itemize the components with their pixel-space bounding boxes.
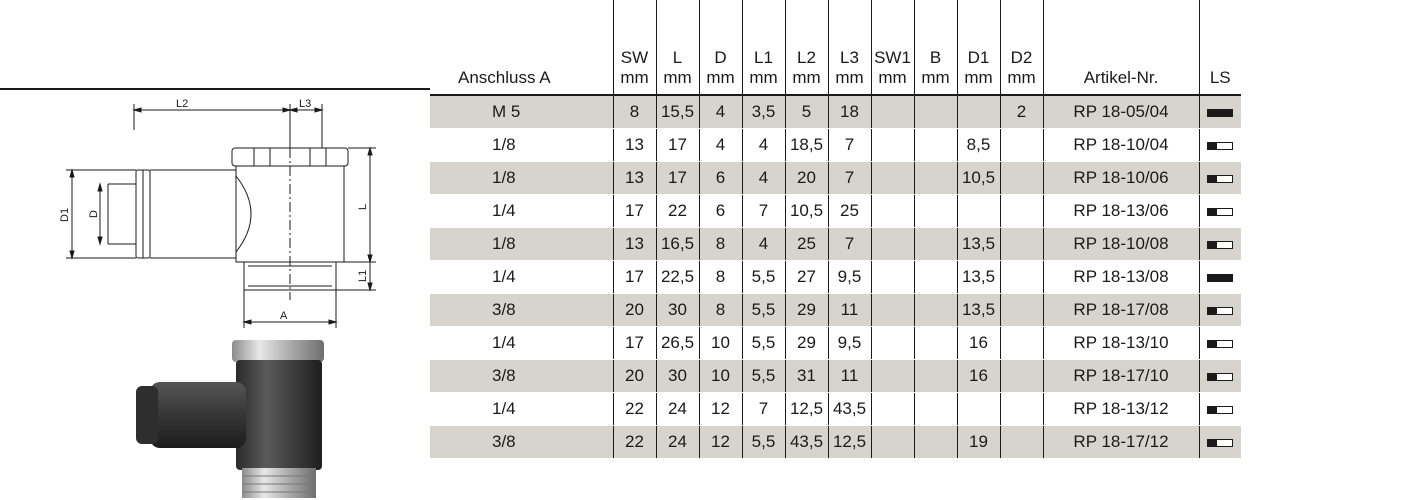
table-row (430, 426, 1241, 459)
table-cell: 7 (828, 162, 871, 195)
table-cell: 1/4 (430, 393, 613, 426)
table-cell: 13 (613, 129, 656, 162)
table-cell (914, 129, 957, 162)
stock-full-icon (1207, 109, 1233, 117)
table-cell (1000, 360, 1043, 393)
table-cell: 43,5 (828, 393, 871, 426)
table-cell: 16,5 (656, 228, 699, 261)
col-header: SW mm (613, 0, 656, 95)
table-cell (1000, 129, 1043, 162)
table-cell (871, 393, 914, 426)
table-cell: 18,5 (785, 129, 828, 162)
stock-partial-icon (1207, 340, 1233, 348)
table-cell: 20 (613, 294, 656, 327)
table-cell (1000, 294, 1043, 327)
table-cell: 20 (785, 162, 828, 195)
table-cell (871, 95, 914, 129)
table-cell (914, 393, 957, 426)
table-cell: 9,5 (828, 261, 871, 294)
table-cell: 16 (957, 327, 1000, 360)
table-cell: 5 (785, 95, 828, 129)
table-cell: 3/8 (430, 294, 613, 327)
table-cell: 29 (785, 294, 828, 327)
table-cell: 3/8 (430, 426, 613, 459)
table-body (430, 95, 1241, 459)
table-cell: 29 (785, 327, 828, 360)
table-cell: 11 (828, 294, 871, 327)
dim-label-a: A (280, 310, 288, 322)
table-cell: 17 (613, 195, 656, 228)
stock-partial-icon (1207, 406, 1233, 414)
table-cell: 26,5 (656, 327, 699, 360)
table-cell: 5,5 (742, 360, 785, 393)
table-cell: 4 (699, 95, 742, 129)
table-cell (871, 294, 914, 327)
table-cell: 30 (656, 360, 699, 393)
table-cell (914, 261, 957, 294)
table-cell: 11 (828, 360, 871, 393)
table-cell (914, 228, 957, 261)
table-cell: 8 (699, 228, 742, 261)
table-cell: 5,5 (742, 327, 785, 360)
table-cell: 15,5 (656, 95, 699, 129)
col-header: Anschluss A (430, 0, 613, 95)
dim-label-l3: L3 (299, 98, 312, 110)
table-cell: 5,5 (742, 294, 785, 327)
spec-table (430, 0, 1241, 459)
col-header: L3 mm (828, 0, 871, 95)
col-header: Artikel-Nr. (1043, 0, 1199, 95)
table-cell: RP 18-13/12 (1043, 393, 1199, 426)
table-cell: 8 (699, 261, 742, 294)
table-cell: 8,5 (957, 129, 1000, 162)
table-cell: 5,5 (742, 426, 785, 459)
table-cell (871, 162, 914, 195)
table-cell: 8 (699, 294, 742, 327)
table-cell: 2 (1000, 95, 1043, 129)
table-cell: 13,5 (957, 228, 1000, 261)
table-cell (871, 129, 914, 162)
ls-cell (1199, 360, 1241, 393)
table-cell: 24 (656, 393, 699, 426)
table-cell: 9,5 (828, 327, 871, 360)
table-cell: RP 18-13/06 (1043, 195, 1199, 228)
table-cell: 22 (613, 393, 656, 426)
table-cell: 12,5 (785, 393, 828, 426)
dim-label-l2: L2 (176, 98, 189, 110)
table-cell: 1/8 (430, 162, 613, 195)
table-cell: 1/4 (430, 327, 613, 360)
table-cell: 13 (613, 228, 656, 261)
table-cell: 6 (699, 162, 742, 195)
dim-label-d: D (88, 210, 100, 218)
col-header: SW1 mm (871, 0, 914, 95)
table-cell: 20 (613, 360, 656, 393)
table-row (430, 393, 1241, 426)
table-cell (914, 162, 957, 195)
col-header: B mm (914, 0, 957, 95)
ls-cell (1199, 327, 1241, 360)
table-cell: RP 18-13/10 (1043, 327, 1199, 360)
table-cell (914, 327, 957, 360)
table-row (430, 162, 1241, 195)
table-cell: 17 (656, 162, 699, 195)
product-figure (0, 0, 430, 500)
stock-partial-icon (1207, 241, 1233, 249)
stock-partial-icon (1207, 307, 1233, 315)
table-cell (871, 327, 914, 360)
table-cell (1000, 426, 1043, 459)
table-cell (914, 360, 957, 393)
table-cell (914, 426, 957, 459)
product-photo (0, 330, 430, 500)
table-cell: 19 (957, 426, 1000, 459)
table-cell: 17 (656, 129, 699, 162)
table-cell: 12,5 (828, 426, 871, 459)
table-cell: 43,5 (785, 426, 828, 459)
table-cell: 6 (699, 195, 742, 228)
dim-label-d1: D1 (59, 207, 71, 222)
table-cell (914, 95, 957, 129)
table-cell: 12 (699, 393, 742, 426)
table-cell (914, 294, 957, 327)
table-cell: 25 (828, 195, 871, 228)
table-cell: 10 (699, 360, 742, 393)
table-cell: 7 (742, 195, 785, 228)
table-cell: 13,5 (957, 261, 1000, 294)
table-cell: 22,5 (656, 261, 699, 294)
table-cell (914, 195, 957, 228)
table-cell: 3,5 (742, 95, 785, 129)
table-row (430, 261, 1241, 294)
table-cell: 17 (613, 261, 656, 294)
table-cell: 8 (613, 95, 656, 129)
stock-partial-icon (1207, 142, 1233, 150)
table-cell (1000, 162, 1043, 195)
table-cell: 22 (613, 426, 656, 459)
table-cell (957, 195, 1000, 228)
table-cell: 3/8 (430, 360, 613, 393)
table-cell: 22 (656, 195, 699, 228)
stock-partial-icon (1207, 373, 1233, 381)
table-cell: 7 (828, 228, 871, 261)
table-cell: 18 (828, 95, 871, 129)
table-row (430, 294, 1241, 327)
table-cell: 25 (785, 228, 828, 261)
table-cell: 1/8 (430, 129, 613, 162)
ls-cell (1199, 261, 1241, 294)
table-cell (871, 195, 914, 228)
table-cell: 7 (742, 393, 785, 426)
table-cell: 10,5 (957, 162, 1000, 195)
table-header-row (430, 0, 1241, 95)
col-header: D2 mm (1000, 0, 1043, 95)
table-cell: 1/8 (430, 228, 613, 261)
table-cell: 13 (613, 162, 656, 195)
stock-partial-icon (1207, 175, 1233, 183)
ls-cell (1199, 393, 1241, 426)
ls-cell (1199, 195, 1241, 228)
table-cell (1000, 393, 1043, 426)
table-cell: RP 18-10/08 (1043, 228, 1199, 261)
col-header: L2 mm (785, 0, 828, 95)
ls-cell (1199, 95, 1241, 129)
table-cell: 10 (699, 327, 742, 360)
ls-cell (1199, 129, 1241, 162)
table-cell: 4 (699, 129, 742, 162)
stock-partial-icon (1207, 439, 1233, 447)
table-row (430, 228, 1241, 261)
table-cell (957, 95, 1000, 129)
col-header: LS (1199, 0, 1241, 95)
table-cell: M 5 (430, 95, 613, 129)
table-cell (1000, 195, 1043, 228)
ls-cell (1199, 426, 1241, 459)
table-cell: 31 (785, 360, 828, 393)
table-cell: RP 18-10/04 (1043, 129, 1199, 162)
table-cell: 16 (957, 360, 1000, 393)
table-row (430, 95, 1241, 129)
table-cell (957, 393, 1000, 426)
table-cell (871, 228, 914, 261)
table-cell: 1/4 (430, 261, 613, 294)
dim-label-l1: L1 (357, 269, 369, 282)
col-header: L1 mm (742, 0, 785, 95)
table-cell: 17 (613, 327, 656, 360)
table-cell (871, 426, 914, 459)
table-cell: RP 18-13/08 (1043, 261, 1199, 294)
table-cell (871, 360, 914, 393)
table-cell: 24 (656, 426, 699, 459)
table-cell: RP 18-10/06 (1043, 162, 1199, 195)
table-cell: 7 (828, 129, 871, 162)
table-cell: 5,5 (742, 261, 785, 294)
table-cell: 30 (656, 294, 699, 327)
table-cell: RP 18-17/10 (1043, 360, 1199, 393)
col-header: D1 mm (957, 0, 1000, 95)
table-cell: RP 18-17/08 (1043, 294, 1199, 327)
table-cell: 4 (742, 162, 785, 195)
table-cell: 10,5 (785, 195, 828, 228)
ls-cell (1199, 294, 1241, 327)
ls-cell (1199, 162, 1241, 195)
table-cell (871, 261, 914, 294)
table-cell: RP 18-05/04 (1043, 95, 1199, 129)
dim-label-l: L (357, 203, 369, 210)
stock-full-icon (1207, 274, 1233, 282)
table-cell (1000, 228, 1043, 261)
table-cell: RP 18-17/12 (1043, 426, 1199, 459)
table-row (430, 327, 1241, 360)
ls-cell (1199, 228, 1241, 261)
table-row (430, 129, 1241, 162)
table-cell: 27 (785, 261, 828, 294)
stock-partial-icon (1207, 208, 1233, 216)
table-cell: 4 (742, 228, 785, 261)
table-cell (1000, 327, 1043, 360)
table-cell: 4 (742, 129, 785, 162)
table-cell: 1/4 (430, 195, 613, 228)
table-cell: 12 (699, 426, 742, 459)
col-header: D mm (699, 0, 742, 95)
table-cell (1000, 261, 1043, 294)
col-header: L mm (656, 0, 699, 95)
table-row (430, 360, 1241, 393)
table-row (430, 195, 1241, 228)
table-cell: 13,5 (957, 294, 1000, 327)
